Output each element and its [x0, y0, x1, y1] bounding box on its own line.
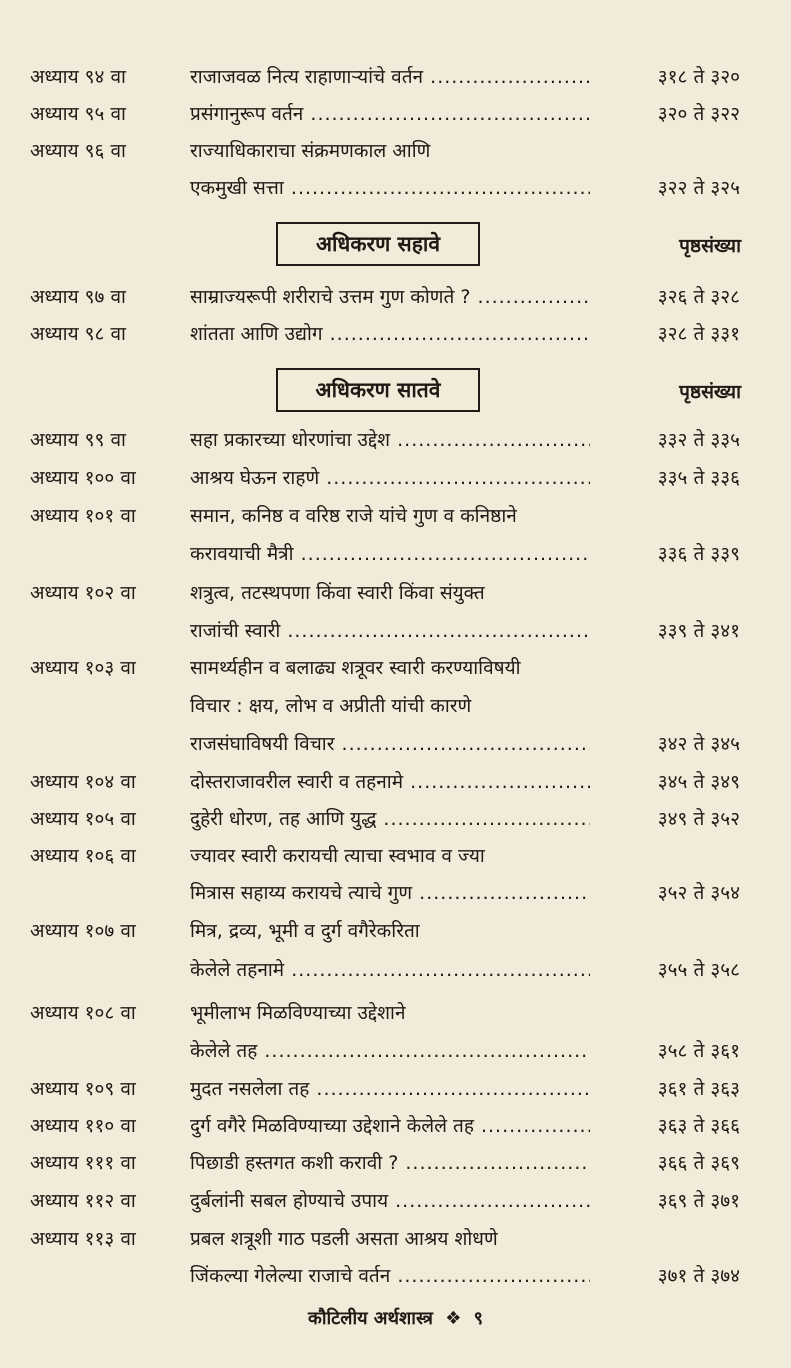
- chapter-title: साम्राज्यरूपी शरीराचे उत्तम गुण कोणते ? .....: [190, 280, 590, 314]
- section-title: अधिकरण सहावे: [276, 222, 480, 266]
- toc-entry: [30, 1072, 740, 1106]
- page-range: ३१८ ते ३२०: [657, 66, 740, 88]
- toc-entry: [30, 1034, 740, 1068]
- chapter-number: अध्याय १०८ वा: [30, 1002, 136, 1024]
- toc-entry: [30, 839, 740, 873]
- chapter-title: सामर्थ्यहीन व बलाढ्य शत्रूवर स्वारी करण्याविषयी: [190, 657, 521, 679]
- chapter-number: अध्याय १०५ वा: [30, 808, 136, 830]
- chapter-number: अध्याय ११२ वा: [30, 1190, 136, 1212]
- toc-entry: [30, 651, 740, 685]
- toc-entry: [30, 1109, 740, 1143]
- page-range: ३२८ ते ३३१: [657, 323, 740, 345]
- page-range: ३५८ ते ३६१: [657, 1040, 740, 1062]
- toc-entry: [30, 499, 740, 533]
- chapter-number: अध्याय १०४ वा: [30, 771, 136, 793]
- page-range: ३६३ ते ३६६: [657, 1115, 740, 1137]
- page-range: ३४२ ते ३४५: [657, 733, 740, 755]
- page-range: ३२० ते ३२२: [657, 103, 740, 125]
- page-range: ३३५ ते ३३६: [657, 467, 740, 489]
- toc-entry: [30, 97, 740, 131]
- page-range: ३४५ ते ३४९: [657, 771, 740, 793]
- chapter-title: दुर्बलांनी सबल होण्याचे उपाय .....: [190, 1184, 590, 1218]
- chapter-title: राजाजवळ नित्य राहाणाऱ्यांचे वर्तन .....: [190, 60, 590, 94]
- page-number: ९: [473, 1308, 483, 1329]
- chapter-number: अध्याय १११ वा: [30, 1152, 136, 1174]
- toc-entry: [30, 1259, 740, 1293]
- page-footer: [0, 1306, 791, 1330]
- toc-entry: [30, 60, 740, 94]
- toc-entry: [30, 953, 740, 987]
- chapter-number: अध्याय १०२ वा: [30, 582, 136, 604]
- chapter-title: प्रसंगानुरूप वर्तन .....: [190, 97, 590, 131]
- chapter-title: राजांची स्वारी .....: [190, 614, 590, 648]
- chapter-number: अध्याय ९६ वा: [30, 140, 126, 162]
- chapter-title: भूमीलाभ मिळविण्याच्या उद्देशाने: [190, 1002, 406, 1024]
- chapter-number: अध्याय ९४ वा: [30, 66, 126, 88]
- toc-entry: [30, 689, 740, 723]
- chapter-number: अध्याय ९९ वा: [30, 429, 126, 451]
- page-range: ३६१ ते ३६३: [657, 1078, 740, 1100]
- toc-entry: [30, 423, 740, 457]
- chapter-title: मित्र, द्रव्य, भूमी व दुर्ग वगैरेकरिता: [190, 920, 420, 942]
- chapter-title: केलेले तहनामे .....: [190, 953, 590, 987]
- chapter-number: अध्याय ११३ वा: [30, 1228, 136, 1250]
- toc-entry: [30, 576, 740, 610]
- page-range: ३३९ ते ३४१: [657, 620, 740, 642]
- toc-entry: [30, 996, 740, 1030]
- chapter-number: अध्याय ९८ वा: [30, 323, 126, 345]
- page-range: ३६६ ते ३६९: [657, 1152, 740, 1174]
- chapter-title: मुदत नसलेला तह .....: [190, 1072, 590, 1106]
- page-range: ३७१ ते ३७४: [657, 1265, 740, 1287]
- chapter-number: अध्याय १०० वा: [30, 467, 136, 489]
- pages-column-header: पृष्ठसंख्या: [679, 235, 741, 257]
- page-range: ३२२ ते ३२५: [657, 177, 740, 199]
- page-range: ३३२ ते ३३५: [657, 429, 740, 451]
- chapter-number: अध्याय १०६ वा: [30, 845, 136, 867]
- toc-entry: [30, 461, 740, 495]
- chapter-number: अध्याय १०३ वा: [30, 657, 136, 679]
- chapter-title: मित्रास सहाय्य करायचे त्याचे गुण .....: [190, 876, 590, 910]
- toc-entry: [30, 171, 740, 205]
- toc-entry: [30, 537, 740, 571]
- section-title: अधिकरण सातवे: [276, 368, 480, 412]
- toc-entry: [30, 914, 740, 948]
- toc-entry: [30, 280, 740, 314]
- chapter-title: दुहेरी धोरण, तह आणि युद्ध .....: [190, 802, 590, 836]
- chapter-title: शत्रुत्व, तटस्थपणा किंवा स्वारी किंवा संयुक्त: [190, 582, 485, 604]
- toc-entry: [30, 134, 740, 168]
- chapter-title: राज्याधिकाराचा संक्रमणकाल आणि: [190, 140, 431, 162]
- toc-entry: [30, 1222, 740, 1256]
- chapter-number: अध्याय ९५ वा: [30, 103, 126, 125]
- page-range: ३६९ ते ३७१: [657, 1190, 740, 1212]
- chapter-title: समान, कनिष्ठ व वरिष्ठ राजे यांचे गुण व कनिष्ठाने: [190, 505, 517, 527]
- chapter-number: अध्याय १०९ वा: [30, 1078, 136, 1100]
- page-range: ३५५ ते ३५८: [657, 959, 740, 981]
- toc-entry: [30, 1184, 740, 1218]
- chapter-title: केलेले तह .....: [190, 1034, 590, 1068]
- page-range: ३४९ ते ३५२: [657, 808, 740, 830]
- chapter-title: प्रबल शत्रूशी गाठ पडली असता आश्रय शोधणे: [190, 1228, 498, 1250]
- page-range: ३५२ ते ३५४: [657, 882, 740, 904]
- chapter-title: जिंकल्या गेलेल्या राजाचे वर्तन .....: [190, 1259, 590, 1293]
- toc-entry: [30, 765, 740, 799]
- book-title: कौटिलीय अर्थशास्त्र: [308, 1308, 433, 1329]
- page-range: ३२६ ते ३२८: [657, 286, 740, 308]
- toc-entry: [30, 614, 740, 648]
- chapter-number: अध्याय ११० वा: [30, 1115, 136, 1137]
- chapter-title: करावयाची मैत्री .....: [190, 537, 590, 571]
- chapter-number: अध्याय १०१ वा: [30, 505, 136, 527]
- chapter-title: सहा प्रकारच्या धोरणांचा उद्देश .....: [190, 423, 590, 457]
- chapter-number: अध्याय १०७ वा: [30, 920, 136, 942]
- chapter-title: राजसंघाविषयी विचार .....: [190, 727, 590, 761]
- chapter-title: विचार : क्षय, लोभ व अप्रीती यांची कारणे: [190, 695, 472, 717]
- chapter-title: एकमुखी सत्ता .....: [190, 171, 590, 205]
- toc-entry: [30, 802, 740, 836]
- toc-entry: [30, 1146, 740, 1180]
- chapter-title: ज्यावर स्वारी करायची त्याचा स्वभाव व ज्या: [190, 845, 485, 867]
- page-range: ३३६ ते ३३९: [657, 543, 740, 565]
- chapter-number: अध्याय ९७ वा: [30, 286, 126, 308]
- toc-entry: [30, 876, 740, 910]
- chapter-title: शांतता आणि उद्योग .....: [190, 317, 590, 351]
- chapter-title: पिछाडी हस्तगत कशी करावी ? .....: [190, 1146, 590, 1180]
- toc-entry: [30, 727, 740, 761]
- ornament-icon: ❖: [445, 1308, 462, 1329]
- chapter-title: आश्रय घेऊन राहणे .....: [190, 461, 590, 495]
- pages-column-header: पृष्ठसंख्या: [679, 381, 741, 403]
- toc-entry: [30, 317, 740, 351]
- chapter-title: दुर्ग वगैरे मिळविण्याच्या उद्देशाने केलेले तह .....: [190, 1109, 590, 1143]
- chapter-title: दोस्तराजावरील स्वारी व तहनामे .....: [190, 765, 590, 799]
